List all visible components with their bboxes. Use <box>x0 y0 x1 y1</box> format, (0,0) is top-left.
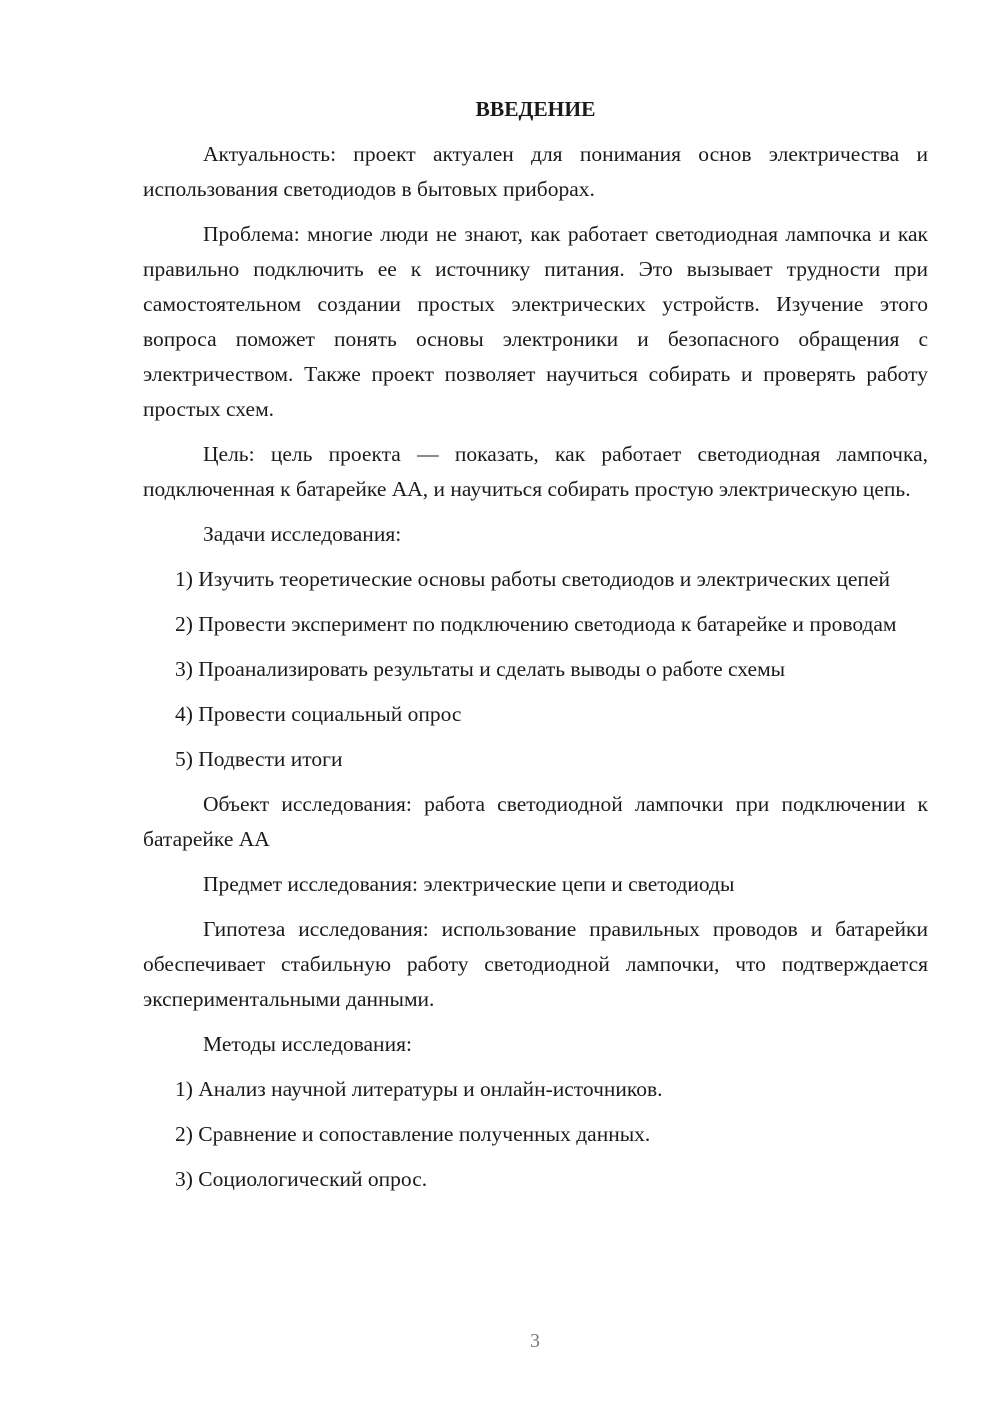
subject-paragraph: Предмет исследования: электрические цепи и светодиоды <box>203 872 735 896</box>
method-item-2: 2) Сравнение и сопоставление полученных данных. <box>175 1122 651 1146</box>
task-item-5: 5) Подвести итоги <box>175 747 343 771</box>
object-paragraph: Объект исследования: работа светодиодной лампочки при подключении к батарейке АА <box>143 792 928 851</box>
methods-heading: Методы исследования: <box>203 1032 412 1056</box>
relevance-paragraph: Актуальность: проект актуален для понимания основ электричества и использования светодиодов в бытовых приборах. <box>143 142 928 201</box>
task-item-3: 3) Проанализировать результаты и сделать выводы о работе схемы <box>175 657 786 681</box>
section-title: ВВЕДЕНИЕ <box>475 97 596 121</box>
tasks-heading: Задачи исследования: <box>203 522 402 546</box>
document-page <box>143 92 928 1207</box>
task-item-1: 1) Изучить теоретические основы работы светодиодов и электрических цепей <box>175 567 890 591</box>
goal-paragraph: Цель: цель проекта — показать, как работает светодиодная лампочка, подключенная к батарейке АА, и научиться собирать простую электрическую цепь. <box>143 442 928 501</box>
method-item-1: 1) Анализ научной литературы и онлайн-источников. <box>175 1077 663 1101</box>
task-item-2: 2) Провести эксперимент по подключению светодиода к батарейке и проводам <box>175 612 897 636</box>
problem-paragraph: Проблема: многие люди не знают, как работает светодиодная лампочка и как правильно подключить ее к источнику питания. Это вызывает трудности при самостоятельном создании простых электрических устройств. Изучение этого вопроса поможет понять основы электроники и безопасного обращения с электричеством. Также проект позволяет научиться собирать и проверять работу простых схем. <box>143 222 928 421</box>
method-item-3: 3) Социологический опрос. <box>175 1167 428 1191</box>
hypothesis-paragraph: Гипотеза исследования: использование правильных проводов и батарейки обеспечивает стабильную работу светодиодной лампочки, что подтверждается экспериментальными данными. <box>143 917 928 1011</box>
page-number: 3 <box>530 1330 540 1352</box>
task-item-4: 4) Провести социальный опрос <box>175 702 462 726</box>
